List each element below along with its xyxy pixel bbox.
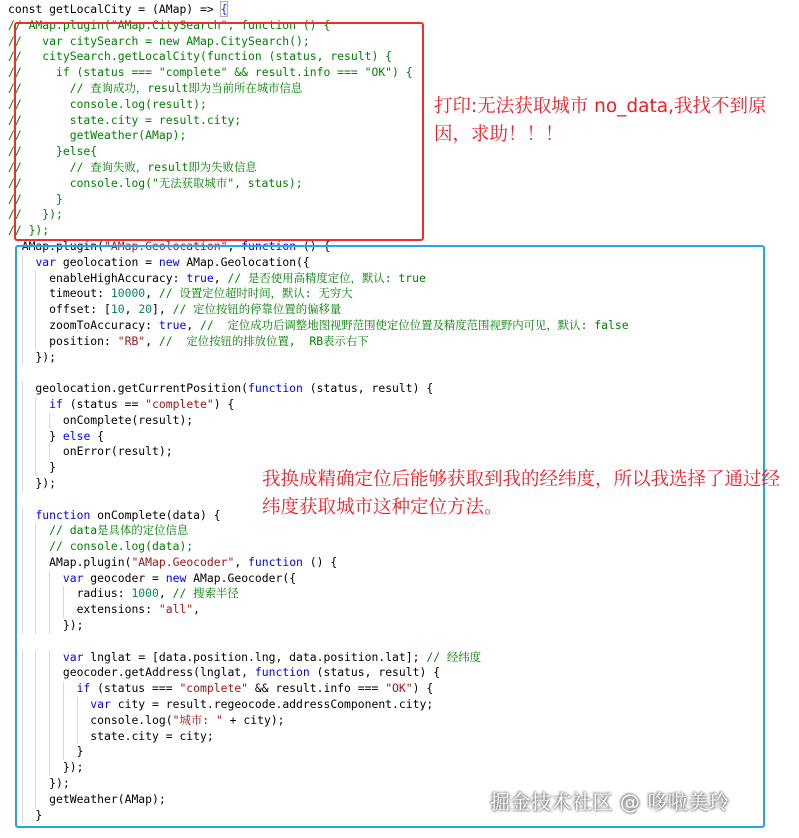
code-token: ) { [412, 681, 434, 696]
code-token: + city); [222, 712, 285, 727]
code-token: "RB" [117, 333, 146, 348]
code-token: function [35, 507, 91, 522]
code-token: , [213, 270, 228, 285]
code-token: // 定位按钮的停靠位置的偏移量 [172, 302, 342, 317]
code-token: var [62, 649, 84, 664]
red-annotation-note: 打印:无法获取城市 no_data,我找不到原因，求助！！！ [434, 96, 767, 145]
code-token: () { [302, 554, 338, 569]
code-token: // 经纬度 [426, 649, 482, 664]
code-token: var [35, 254, 57, 269]
code-token: AMap.plugin( [8, 554, 132, 569]
code-token: AMap.Geolocation({ [179, 254, 310, 269]
code-token: } [8, 807, 43, 822]
code-token: getWeather(AMap); [8, 791, 166, 806]
code-token: if [49, 396, 63, 411]
code-token: { [220, 2, 228, 16]
code-token: 1000 [131, 586, 159, 601]
code-token: // }else{ [8, 144, 98, 159]
code-token: geocoder.getAddress(lnglat, [8, 665, 255, 680]
code-token: // console.log(result); [8, 96, 207, 111]
code-token: "AMap.Geocoder" [131, 554, 235, 569]
code-token: timeout: [8, 286, 111, 301]
code-token: geolocation = [56, 254, 159, 269]
code-token: // console.log("无法获取城市", status); [8, 175, 303, 190]
code-token: "all" [158, 602, 194, 617]
code-token: // if (status === "complete" && result.info === "OK") { [8, 65, 413, 80]
code-token: AMap.plugin( [8, 238, 105, 253]
code-token: && result.info === [248, 681, 386, 696]
code-token: }); [8, 475, 57, 490]
code-token: else [62, 428, 91, 443]
code-token: // } [8, 191, 63, 206]
code-token: // data是具体的定位信息 [49, 523, 189, 538]
code-token: // }); [8, 207, 63, 222]
code-token: } [8, 460, 57, 475]
code-token: , [124, 302, 139, 317]
code-token: , [193, 602, 201, 617]
code-token: new [165, 570, 187, 585]
code-token: const getLocalCity = (AMap) => [8, 2, 221, 16]
code-token: } [8, 744, 84, 759]
code-token: function [241, 238, 297, 253]
code-token: // 搜索半径 [172, 586, 239, 601]
code-token: }); [8, 760, 84, 775]
code-token: 10 [110, 302, 125, 317]
code-token: // }); [8, 223, 50, 238]
code-token: onComplete(result); [8, 412, 194, 427]
code-token: // 是否使用高精度定位，默认: true [227, 270, 426, 285]
code-token: , [186, 317, 201, 332]
code-token: true [158, 317, 187, 332]
code-token: offset: [ [8, 302, 111, 317]
code-token: radius: [8, 586, 132, 601]
code-token: }); [8, 618, 84, 633]
code-token: // var citySearch = new AMap.CitySearch(); [8, 33, 310, 48]
code-token: (status, result) { [309, 665, 441, 680]
red-highlight-box [14, 22, 424, 241]
code-line [0, 2, 799, 18]
code-token: zoomToAccuracy: [8, 317, 159, 332]
code-token: (status === [90, 681, 180, 696]
code-token: var [62, 570, 84, 585]
blue-highlight-box [15, 245, 765, 828]
code-token: position: [8, 333, 118, 348]
code-token: // 定位按钮的排放位置, RB表示右下 [158, 333, 369, 348]
code-token: (status, result) { [302, 381, 434, 396]
code-token: ) { [213, 396, 235, 411]
code-token: function [248, 554, 303, 569]
code-token: // getWeather(AMap); [8, 128, 187, 143]
code-token: // console.log(data); [49, 539, 194, 554]
code-token: // state.city = result.city; [8, 112, 242, 127]
code-token: state.city = city; [8, 728, 214, 743]
code-token: if [76, 681, 91, 696]
code-token: // // 查询失败，result即为失败信息 [8, 159, 257, 174]
code-token: , [227, 238, 242, 253]
code-token: // 设置定位超时时间，默认: 无穷大 [158, 286, 353, 301]
code-token: var [90, 697, 111, 712]
code-token: // citySearch.getLocalCity(function (status, result) { [8, 49, 393, 64]
code-token: function [254, 665, 310, 680]
code-token: new [158, 254, 180, 269]
code-token: extensions: [8, 602, 159, 617]
code-token: "complete" [179, 681, 249, 696]
code-token: console.log( [8, 712, 173, 727]
code-token: city = result.regeocode.addressComponent.city; [110, 697, 434, 712]
code-token: function [248, 381, 303, 396]
code-token: } [8, 428, 63, 443]
code-token: "complete" [145, 396, 214, 411]
code-token: enableHighAccuracy: [8, 270, 187, 285]
code-token: lnglat = [data.position.lng, data.position.lat]; [83, 649, 427, 664]
code-token: true [186, 270, 214, 285]
code-token: 20 [138, 302, 153, 317]
code-token: "城市: " [172, 712, 223, 727]
code-token: geocoder = [83, 570, 166, 585]
code-token: "OK" [385, 681, 413, 696]
code-token: "AMap.Geolocation" [104, 238, 228, 253]
code-token: { [90, 428, 105, 443]
code-token: , [145, 333, 159, 348]
code-token: , [234, 554, 249, 569]
watermark: 掘金技术社区 @ 哆啦美玲 [490, 790, 730, 814]
code-token: () { [296, 238, 331, 253]
code-token: // 定位成功后调整地图视野范围使定位位置及精度范围视野内可见，默认: false [200, 317, 629, 332]
code-token: , [158, 586, 173, 601]
blue-annotation-note: 我换成精确定位后能够获取到我的经纬度，所以我选择了通过经纬度获取城市这种定位方法。 [262, 469, 781, 518]
code-token: geolocation.getCurrentPosition( [8, 381, 249, 396]
code-token: ], [152, 302, 173, 317]
code-token: (status == [62, 396, 146, 411]
code-token: }); [8, 349, 57, 364]
code-token: , [145, 286, 159, 301]
code-token: 10000 [110, 286, 146, 301]
code-token: onComplete(data) { [90, 507, 221, 522]
code-token: }); [8, 776, 70, 791]
code-token: // // 查询成功，result即为当前所在城市信息 [8, 80, 303, 95]
code-token: onError(result); [8, 444, 173, 459]
code-token: // AMap.plugin("AMap.CitySearch", function () { [8, 17, 331, 32]
code-token: AMap.Geocoder({ [186, 570, 297, 585]
